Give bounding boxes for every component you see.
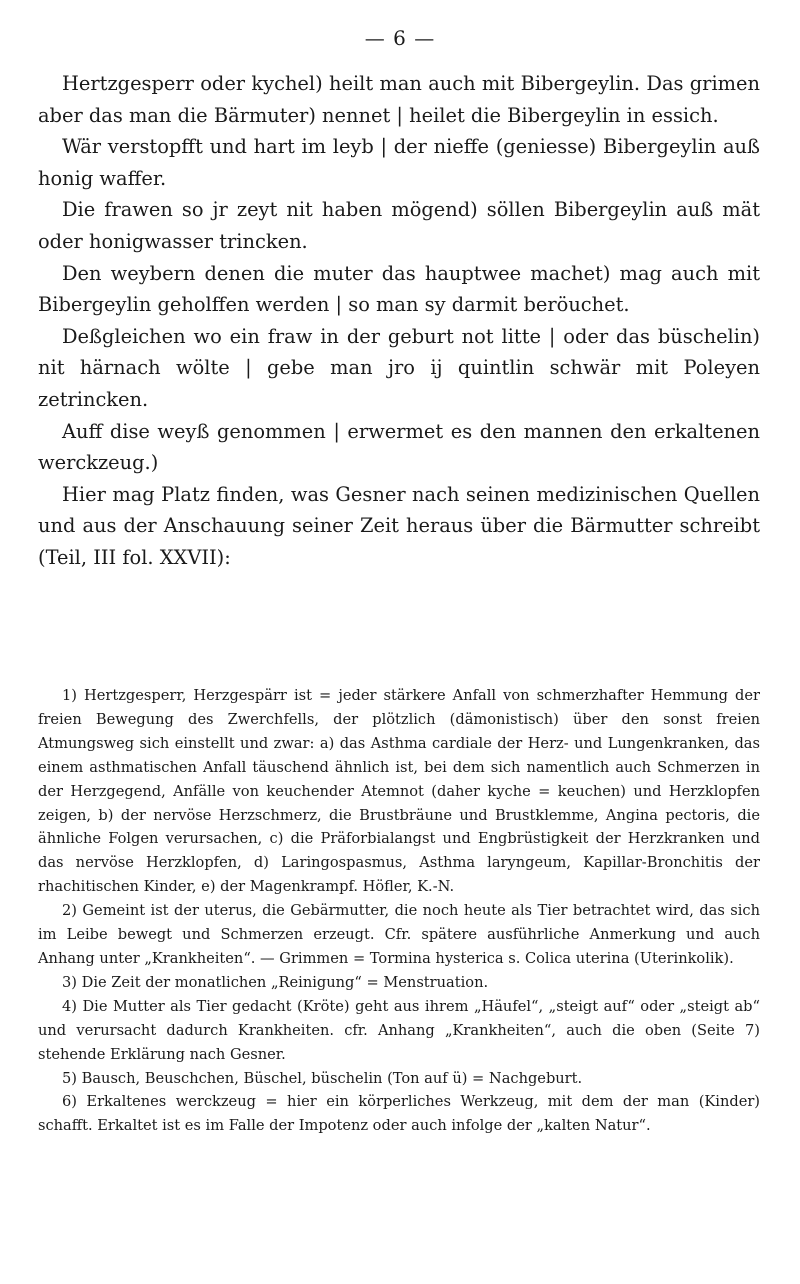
footnote-1: 1) Hertzgesperr, Herzgespärr ist = jeder stärkere Anfall von schmerzhafter Hemmung der freien Bewegung des Zwerchfells, der plötzlich (dämonistisch) über den sonst freien Atmungsweg sich einstellt und zwar: a) das Asthma cardiale der Herz- und Lungenkranken, das einem asthmatischen Anfall täuschend ähnlich ist, bei dem sich namentlich auch Schmerzen in der Herzgegend, Anfälle von keuchender Atemnot (daher kyche = keuchen) und Herzklopfen zeigen, b) der nervöse Herzschmerz, die Brustbräune und Brustklemme, Angina pectoris, die ähnliche Folgen verursachen, c) die Präforbialangst und Engbrüstigkeit der Herzkranken und das nervöse Herzklopfen, d) Laringospasmus, Asthma laryngeum, Kapillar-Bronchitis der rhachitischen Kinder, e) der Magenkrampf. Höfler, K.-N. bbox=[38, 687, 760, 896]
paragraph-hertzgesperr: Hertzgesperr oder kychel) heilt man auch mit Bibergeylin. Das grimen aber das man die Bärmuter) nennet | heilet die Bibergeylin in essich. bbox=[38, 72, 760, 127]
paragraph-erwermet: Auff dise weyß genommen | erwermet es den mannen den erkaltenen werckzeug.) bbox=[38, 419, 760, 475]
footnote-2: 2) Gemeint ist der uterus, die Gebärmutter, die noch heute als Tier betrachtet wird, das sich im Leibe bewegt und Schmerzen erzeugt. Cfr. spätere ausführliche Anmerkung und auch Anhang unter „Krankheiten“. — Grimmen = Tormina hysterica s. Colica uterina (Uterinkolik). bbox=[38, 902, 760, 967]
paragraph-frawen: Die frawen so jr zeyt nit haben mögend) söllen Bibergeylin auß mät oder honigwasser trincken. bbox=[38, 198, 760, 253]
paragraph-gesner: Hier mag Platz finden, was Gesner nach seinen medizinischen Quellen und aus der Anschauung seiner Zeit heraus über die Bärmutter schreibt (Teil, III fol. XXVII): bbox=[38, 482, 760, 569]
paragraph-verstopfft: Wär verstopfft und hart im leyb | der nieffe (geniesse) Bibergeylin auß honig waffer. bbox=[38, 135, 760, 190]
footnote-5: 5) Bausch, Beuschchen, Büschel, büschelin (Ton auf ü) = Nachgeburt. bbox=[62, 1069, 583, 1087]
paragraph-weybern: Den weybern denen die muter das hauptwee machet) mag auch mit Bibergeylin geholffen werden | so man sy darmit beröuchet. bbox=[38, 261, 760, 317]
footnotes bbox=[38, 684, 760, 1138]
footnote-6: 6) Erkaltenes werckzeug = hier ein körperliches Werkzeug, mit dem der man (Kinder) schafft. Erkaltet ist es im Falle der Impotenz oder auch infolge der „kalten Natur“. bbox=[38, 1093, 760, 1135]
footnote-3: 3) Die Zeit der monatlichen „Reinigung“ = Menstruation. bbox=[62, 973, 489, 991]
main-text bbox=[38, 68, 760, 574]
paragraph-geburt: Deßgleichen wo ein fraw in der geburt not litte | oder das büschelin) nit härnach wölte | gebe man jro ij quintlin schwär mit Poleyen zetrincken. bbox=[38, 324, 760, 411]
footnote-4: 4) Die Mutter als Tier gedacht (Kröte) geht aus ihrem „Häufel“, „steigt auf“ oder „steigt ab“ und verursacht dadurch Krankheiten. cfr. Anhang „Krankheiten“, auch die oben (Seite 7) stehende Erklärung nach Gesner. bbox=[38, 997, 760, 1063]
page-number: — 6 — bbox=[364, 26, 436, 50]
